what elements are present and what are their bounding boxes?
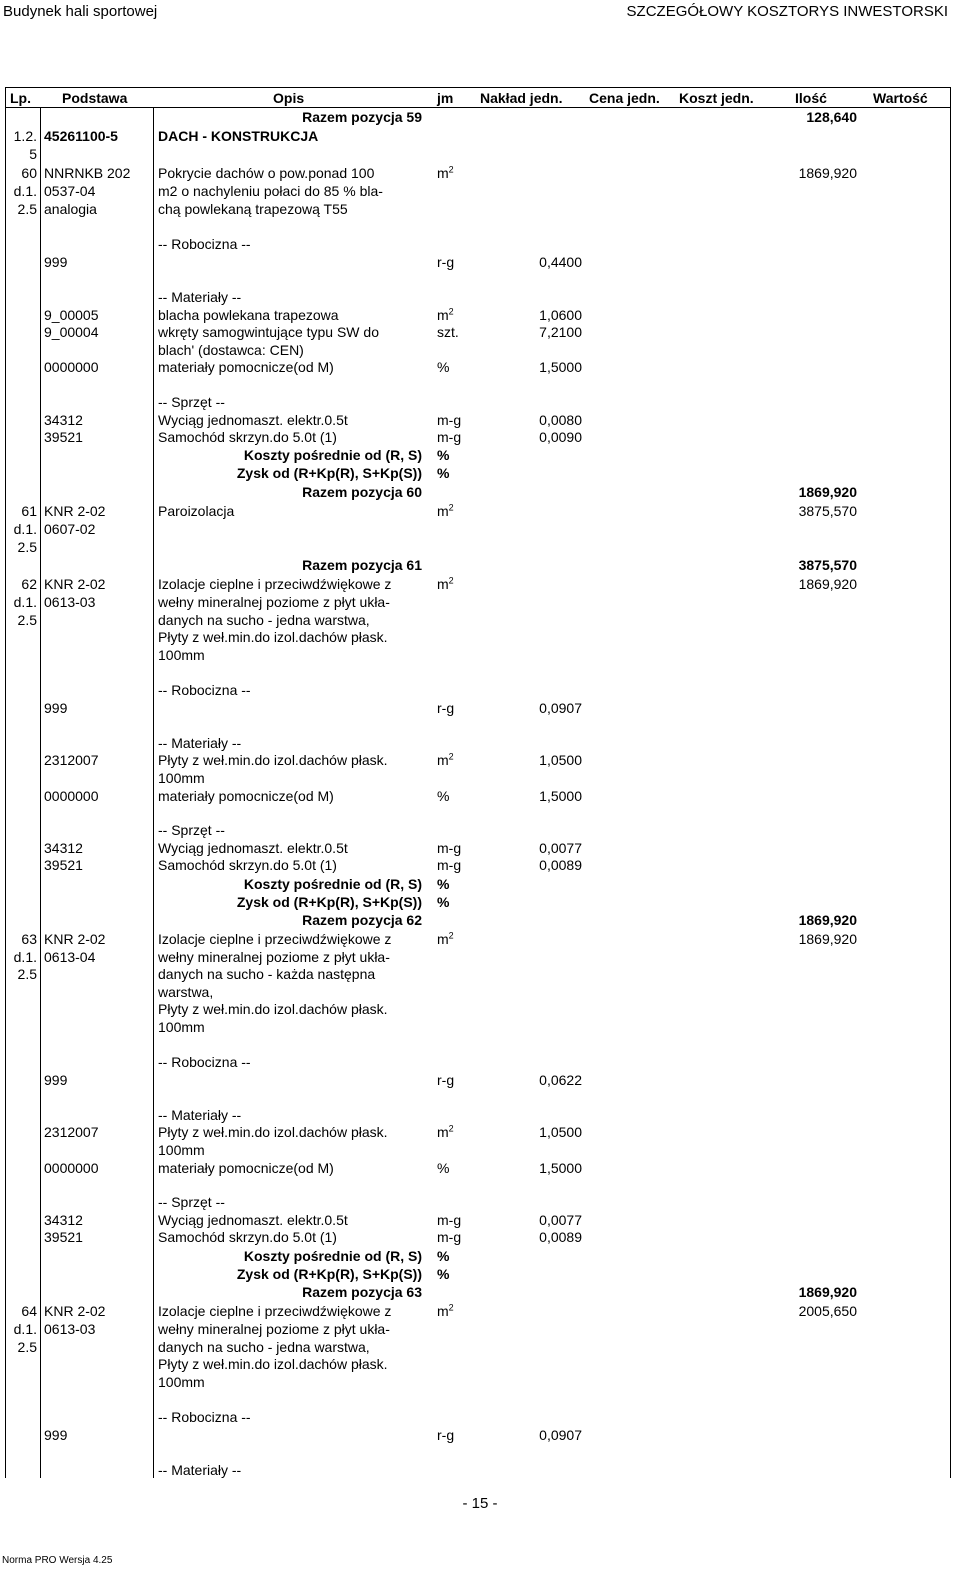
row-podstawa: 0613-03 [44,594,96,610]
row-podstawa: 0000000 [44,359,99,375]
row-jm: % [437,447,450,463]
row-podstawa: 39521 [44,1229,83,1245]
row-naklad: 1,0500 [539,1124,582,1140]
row-opis: Płyty z weł.min.do izol.dachów płask. [158,1356,388,1372]
row-jm: % [437,1266,450,1282]
lp-column-divider [40,107,41,1478]
row-podstawa: 0613-04 [44,949,96,965]
row-ilosc: 1869,920 [798,931,857,947]
row-podstawa: 0000000 [44,1160,99,1176]
row-podstawa: analogia [44,201,97,217]
row-jm: % [437,465,450,481]
row-opis: -- Robocizna -- [158,1409,251,1425]
row-jm: r-g [437,700,455,716]
row-opis: 100mm [158,1374,205,1390]
col-koszt: Koszt jedn. [679,90,754,106]
row-jm: r-g [437,1427,455,1443]
row-ilosc: 3875,570 [798,503,857,519]
software-version: Norma PRO Wersja 4.25 [2,1555,113,1566]
row-opis: Płyty z weł.min.do izol.dachów płask. [158,752,388,768]
row-cost-label: Zysk od (R+Kp(R), S+Kp(S)) [236,1266,422,1282]
row-lp: 1.2. [13,128,37,144]
row-opis: 100mm [158,770,205,786]
row-lp: 64 [21,1303,37,1319]
row-sum-label: Razem pozycja 61 [302,557,422,573]
row-opis: Wyciąg jednomaszt. elektr.0.5t [158,1212,348,1228]
row-opis: Pokrycie dachów o pow.ponad 100 [158,165,375,181]
row-opis: Izolacje cieplne i przeciwdźwiękowe z [158,931,392,947]
row-jm: $m^2$ [437,306,454,323]
row-podstawa: 34312 [44,1212,83,1228]
row-ilosc: 1869,920 [798,165,857,181]
col-jm: jm [437,90,454,106]
row-podstawa: 34312 [44,412,83,428]
row-lp: d.1. [13,1321,37,1337]
row-lp: 61 [21,503,37,519]
row-opis: wełny mineralnej poziome z płyt ukła- [158,949,390,965]
row-lp: 62 [21,576,37,592]
row-opis: Wyciąg jednomaszt. elektr.0.5t [158,412,348,428]
row-naklad: 1,0600 [539,307,582,323]
row-jm: m-g [437,429,462,445]
row-jm: szt. [437,324,459,340]
row-opis: warstwa, [158,984,214,1000]
row-naklad: 1,5000 [539,359,582,375]
row-naklad: 0,0077 [539,1212,582,1228]
row-lp: 5 [29,146,37,162]
row-opis: 100mm [158,1019,205,1035]
row-opis: wkręty samogwintujące typu SW do [158,324,379,340]
row-podstawa: 999 [44,254,68,270]
row-opis: Płyty z weł.min.do izol.dachów płask. [158,1124,388,1140]
col-lp: Lp. [10,90,31,106]
row-lp: d.1. [13,183,37,199]
row-naklad: 0,0080 [539,412,582,428]
page-number: - 15 - [462,1495,498,1512]
podstawa-column-divider [153,107,154,1478]
row-podstawa: 2312007 [44,1124,99,1140]
row-lp: 60 [21,165,37,181]
col-opis: Opis [273,90,305,106]
col-ilosc: Ilość [795,90,827,106]
row-cost-label: Zysk od (R+Kp(R), S+Kp(S)) [236,465,422,481]
row-opis: Paroizolacja [158,503,235,519]
row-lp: d.1. [13,949,37,965]
row-ilosc: 3875,570 [798,557,857,573]
row-ilosc: 128,640 [806,109,857,125]
row-opis: Samochód skrzyn.do 5.0t (1) [158,429,337,445]
row-naklad: 0,0907 [539,1427,582,1443]
row-podstawa: KNR 2-02 [44,576,106,592]
row-jm: r-g [437,254,455,270]
row-podstawa: KNR 2-02 [44,503,106,519]
row-sum-label: Razem pozycja 62 [302,912,422,928]
row-jm: m-g [437,412,462,428]
row-opis: -- Sprzęt -- [158,1194,225,1210]
row-jm: m-g [437,1212,462,1228]
row-podstawa: KNR 2-02 [44,1303,106,1319]
row-lp: d.1. [13,521,37,537]
row-jm: $m^2$ [437,1123,454,1140]
row-opis: wełny mineralnej poziome z płyt ukła- [158,1321,390,1337]
row-podstawa: 0607-02 [44,521,96,537]
row-naklad: 0,0089 [539,857,582,873]
row-ilosc: 1869,920 [798,1284,857,1300]
row-opis: -- Materiały -- [158,289,242,305]
row-opis: Samochód skrzyn.do 5.0t (1) [158,1229,337,1245]
row-cost-label: Koszty pośrednie od (R, S) [243,876,422,892]
row-jm: $m^2$ [437,575,454,592]
col-naklad: Nakład jedn. [480,90,563,106]
row-opis: 100mm [158,1142,205,1158]
row-lp: 2.5 [17,539,37,555]
row-jm: % [437,359,450,375]
row-opis: -- Sprzęt -- [158,394,225,410]
row-podstawa: 39521 [44,429,83,445]
row-jm: m-g [437,840,462,856]
row-podstawa: 39521 [44,857,83,873]
row-podstawa: 2312007 [44,752,99,768]
row-podstawa: 9_00004 [44,324,99,340]
row-jm: % [437,894,450,910]
row-naklad: 1,5000 [539,788,582,804]
row-cost-label: Zysk od (R+Kp(R), S+Kp(S)) [236,894,422,910]
row-podstawa: 999 [44,1427,68,1443]
row-opis: danych na sucho - każda następna [158,966,376,982]
row-lp: 2.5 [17,966,37,982]
row-ilosc: 2005,650 [798,1303,857,1319]
row-podstawa: 45261100-5 [44,128,118,144]
row-opis: materiały pomocnicze(od M) [158,359,334,375]
row-jm: $m^2$ [437,1302,454,1319]
row-opis: -- Materiały -- [158,1462,242,1478]
row-opis: chą powlekaną trapezową T55 [158,201,348,217]
document-title: SZCZEGÓŁOWY KOSZTORYS INWESTORSKI [626,3,948,20]
row-opis: blach' (dostawca: CEN) [158,342,304,358]
row-opis: Izolacje cieplne i przeciwdźwiękowe z [158,576,392,592]
row-sum-label: Razem pozycja 59 [302,109,422,125]
row-naklad: 0,0090 [539,429,582,445]
row-opis: Samochód skrzyn.do 5.0t (1) [158,857,337,873]
col-wartosc: Wartość [873,90,928,106]
row-jm: $m^2$ [437,502,454,519]
row-jm: % [437,1248,450,1264]
row-ilosc: 1869,920 [798,912,857,928]
row-naklad: 0,0622 [539,1072,582,1088]
row-opis: wełny mineralnej poziome z płyt ukła- [158,594,390,610]
row-naklad: 0,0077 [539,840,582,856]
row-jm: m-g [437,857,462,873]
row-lp: 2.5 [17,612,37,628]
row-opis: blacha powlekana trapezowa [158,307,339,323]
table-top-border [5,87,951,88]
row-jm: % [437,788,450,804]
row-opis: materiały pomocnicze(od M) [158,788,334,804]
row-opis: m2 o nachyleniu połaci do 85 % bla- [158,183,383,199]
row-podstawa: 999 [44,700,68,716]
row-podstawa: 9_00005 [44,307,99,323]
row-podstawa: 34312 [44,840,83,856]
page-number-wrap [0,1496,960,1512]
row-podstawa: 0537-04 [44,183,96,199]
row-jm: $m^2$ [437,751,454,768]
row-opis: Wyciąg jednomaszt. elektr.0.5t [158,840,348,856]
row-cost-label: Koszty pośrednie od (R, S) [243,447,422,463]
row-naklad: 7,2100 [539,324,582,340]
row-podstawa: NNRNKB 202 [44,165,131,181]
project-title: Budynek hali sportowej [3,3,158,20]
row-jm: % [437,1160,450,1176]
row-opis: danych na sucho - jedna warstwa, [158,1339,370,1355]
table-right-border [950,87,951,1478]
row-naklad: 0,4400 [539,254,582,270]
row-podstawa: 0613-03 [44,1321,96,1337]
row-lp: 2.5 [17,1339,37,1355]
row-lp: 63 [21,931,37,947]
row-opis: -- Sprzęt -- [158,822,225,838]
row-opis: Izolacje cieplne i przeciwdźwiękowe z [158,1303,392,1319]
row-ilosc: 1869,920 [798,576,857,592]
row-naklad: 0,0907 [539,700,582,716]
row-naklad: 1,5000 [539,1160,582,1176]
row-jm: m-g [437,1229,462,1245]
row-lp: d.1. [13,594,37,610]
row-sum-label: Razem pozycja 60 [302,484,422,500]
row-opis: 100mm [158,647,205,663]
row-jm: $m^2$ [437,164,454,181]
row-opis: danych na sucho - jedna warstwa, [158,612,370,628]
row-ilosc: 1869,920 [798,484,857,500]
row-opis: Płyty z weł.min.do izol.dachów płask. [158,629,388,645]
row-opis: -- Robocizna -- [158,1054,251,1070]
row-jm: r-g [437,1072,455,1088]
row-lp: 2.5 [17,201,37,217]
header-bottom-border [5,107,951,108]
row-jm: % [437,876,450,892]
col-podstawa: Podstawa [62,90,128,106]
row-naklad: 0,0089 [539,1229,582,1245]
row-opis: DACH - KONSTRUKCJA [158,128,319,144]
row-podstawa: 0000000 [44,788,99,804]
col-cena: Cena jedn. [589,90,660,106]
row-naklad: 1,0500 [539,752,582,768]
row-podstawa: 999 [44,1072,68,1088]
row-opis: -- Materiały -- [158,1107,242,1123]
row-opis: -- Materiały -- [158,735,242,751]
row-opis: -- Robocizna -- [158,236,251,252]
row-opis: Płyty z weł.min.do izol.dachów płask. [158,1001,388,1017]
table-left-border [5,87,6,1478]
row-jm: $m^2$ [437,930,454,947]
row-podstawa: KNR 2-02 [44,931,106,947]
row-opis: materiały pomocnicze(od M) [158,1160,334,1176]
row-opis: -- Robocizna -- [158,682,251,698]
row-cost-label: Koszty pośrednie od (R, S) [243,1248,422,1264]
row-sum-label: Razem pozycja 63 [302,1284,422,1300]
